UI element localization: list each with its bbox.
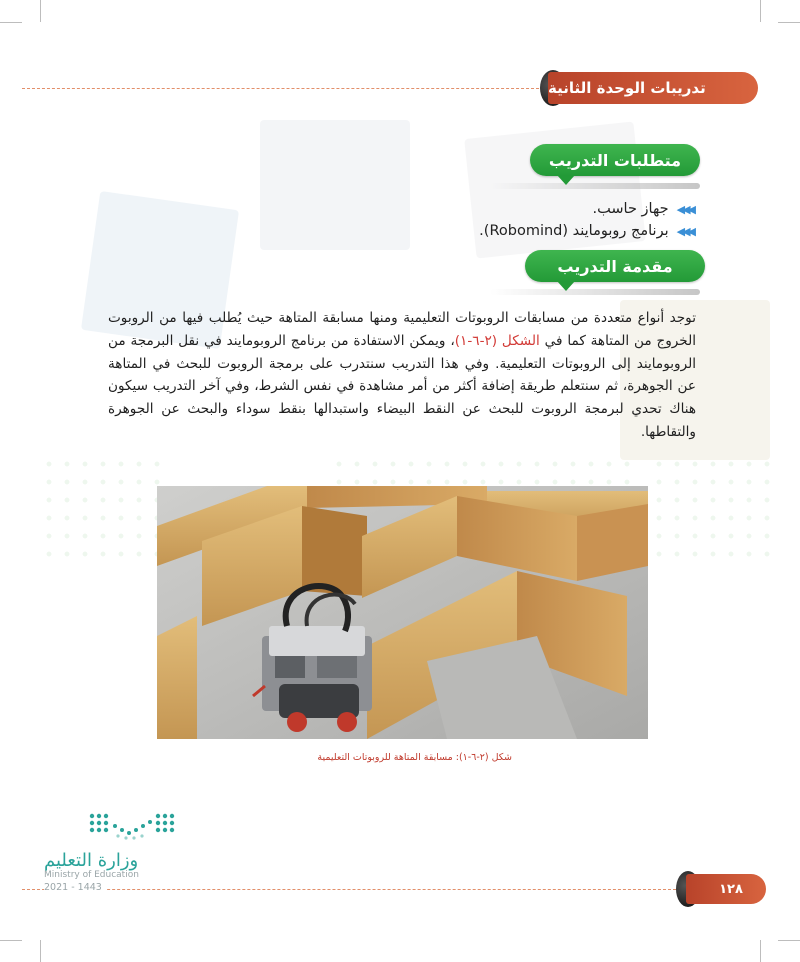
background-dots xyxy=(650,455,770,565)
requirement-text: جهاز حاسب. xyxy=(592,201,669,217)
page-number: ١٢٨ xyxy=(719,881,743,897)
list-item xyxy=(333,220,693,242)
maze-robot-photo xyxy=(157,486,648,739)
section-underline xyxy=(490,289,700,295)
requirement-text: برنامج روبومايند (Robomind). xyxy=(479,223,669,239)
crop-mark xyxy=(40,940,41,962)
edition-year: 2021 - 1443 xyxy=(44,882,106,893)
figure-caption: شكل (٢-٦-١): مسابقة المتاهة للروبوتات التعليمية xyxy=(317,752,512,763)
intro-text-part2: ، ويمكن الاستفادة من برنامج الروبومايند في نقل البرمجة من الروبومايند إلى الروبوتات التعليمية. وفي هذا التدريب سنتدرب على برمجة الروبوت للبحث في المتاهة عن الجوهرة، ثم سنتعلم طريقة إضافة أكثر من أمر مشاهدة في نفس الشرط، وفي آخر التدريب سيكون هناك تحدي لبرمجة الروبوت للبحث عن النقط البيضاء واستبدالها بنقط سوداء والبحث عن الجوهرة والتقاطها. xyxy=(108,332,696,440)
pill-tail xyxy=(557,175,575,185)
ministry-name-arabic: وزارة التعليم xyxy=(44,850,139,871)
requirements-heading-text: متطلبات التدريب xyxy=(548,150,682,170)
unit-title: تدريبات الوحدة الثانية xyxy=(548,79,706,97)
crop-mark xyxy=(40,0,41,22)
footer-rule xyxy=(22,889,676,890)
crop-mark xyxy=(760,0,761,22)
list-item xyxy=(333,198,693,220)
background-dots xyxy=(40,455,160,565)
pill-tail xyxy=(557,281,575,291)
unit-title-banner xyxy=(548,72,758,104)
requirements-heading xyxy=(530,144,700,176)
intro-heading-text: مقدمة التدريب xyxy=(557,256,673,276)
background-dots xyxy=(330,455,630,485)
requirements-list xyxy=(333,198,693,242)
crop-mark xyxy=(778,940,800,941)
crop-mark xyxy=(0,940,22,941)
chevron-bullet-icon: ◀◀◀ xyxy=(676,224,693,238)
intro-paragraph xyxy=(108,307,696,444)
page-number-badge xyxy=(686,874,766,904)
crop-mark xyxy=(760,940,761,962)
section-underline xyxy=(490,183,700,189)
figure-reference-link[interactable]: الشكل (٢-٦-١) xyxy=(454,332,540,349)
crop-mark xyxy=(0,22,22,23)
intro-heading xyxy=(525,250,705,282)
ministry-logo-icon xyxy=(88,810,180,846)
ministry-name-english: Ministry of Education xyxy=(44,870,139,880)
chevron-bullet-icon: ◀◀◀ xyxy=(676,202,693,216)
header-rule xyxy=(22,88,544,89)
intro-text-part1: توجد أنواع متعددة من مسابقات الروبوتات التعليمية ومنها مسابقة المتاهة حيث يُطلب فيها من الروبوت الخروج من المتاهة كما في xyxy=(108,310,696,349)
crop-mark xyxy=(778,22,800,23)
